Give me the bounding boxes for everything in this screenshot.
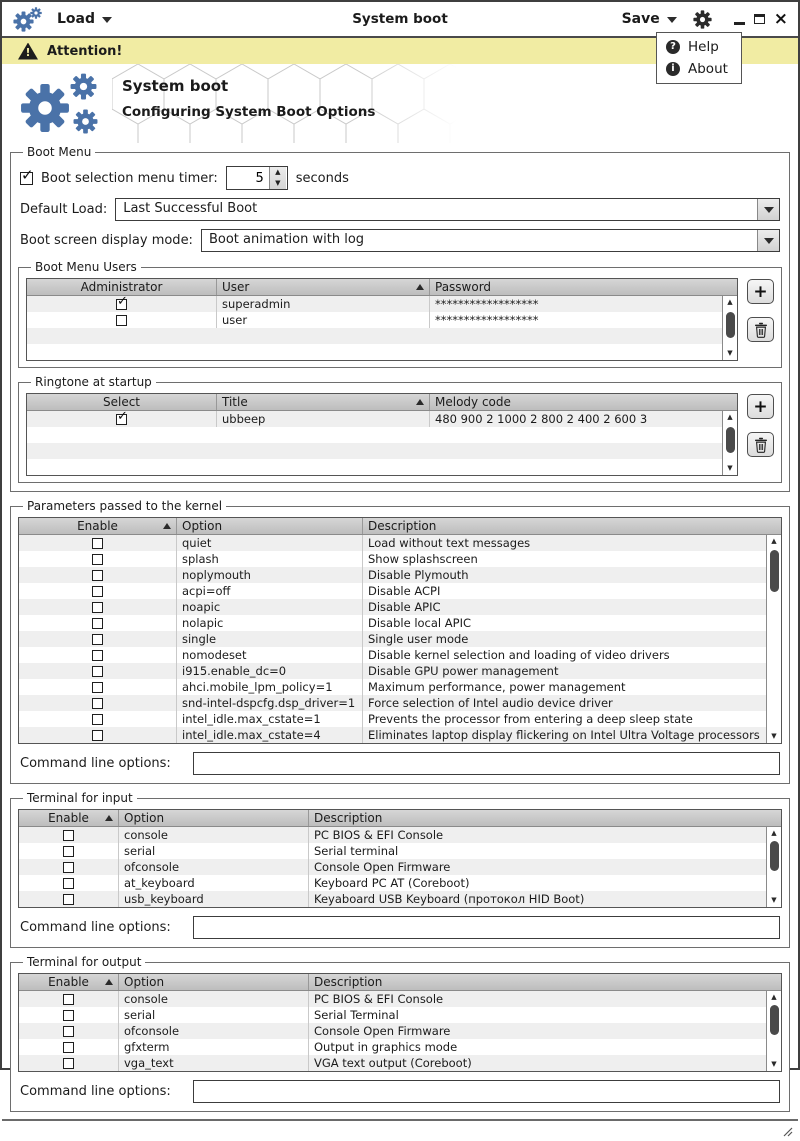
column-header-title[interactable]: Title — [217, 394, 430, 410]
sort-asc-icon — [105, 815, 113, 821]
column-header-description[interactable]: Description — [368, 519, 437, 533]
option-cell: quiet — [177, 535, 363, 551]
option-cell: snd-intel-dspcfg.dsp_driver=1 — [177, 695, 363, 711]
terminal-input-header — [19, 810, 781, 827]
enable-checkbox[interactable] — [63, 878, 74, 889]
description-cell: Keyaboard USB Keyboard (протокол HID Boot) — [314, 892, 585, 906]
administrator-checkbox[interactable] — [116, 299, 127, 310]
description-cell: Disable ACPI — [368, 584, 441, 598]
kernel-param-row[interactable] — [19, 679, 781, 695]
vertical-scrollbar[interactable] — [766, 991, 781, 1071]
spinner-buttons[interactable] — [269, 167, 286, 189]
combobox-arrow-button[interactable] — [757, 230, 779, 251]
user-cell: user — [217, 312, 430, 328]
question-circle-icon: ? — [666, 40, 680, 54]
sort-asc-icon — [416, 284, 424, 290]
column-header-option[interactable]: Option — [177, 518, 363, 534]
default-load-label: Default Load: — [20, 202, 108, 217]
kernel-cmdline-input[interactable] — [193, 752, 780, 775]
cmdline-label: Command line options: — [20, 756, 171, 771]
kernel-param-row[interactable] — [19, 727, 781, 743]
attention-text: Attention! — [47, 43, 123, 59]
enable-checkbox[interactable] — [63, 830, 74, 841]
enable-checkbox[interactable] — [92, 698, 103, 709]
terminal-output-row[interactable] — [19, 991, 781, 1007]
save-menu-button[interactable] — [622, 11, 677, 27]
description-cell: Keyboard PC AT (Coreboot) — [314, 876, 470, 890]
description-cell: PC BIOS & EFI Console — [314, 992, 444, 1006]
kernel-param-row[interactable] — [19, 711, 781, 727]
description-cell: Serial terminal — [314, 844, 399, 858]
column-header-description[interactable]: Description — [314, 811, 383, 825]
terminal-input-row[interactable] — [19, 843, 781, 859]
scrollbar-thumb[interactable] — [726, 312, 735, 338]
enable-checkbox[interactable] — [63, 1042, 74, 1053]
enable-checkbox[interactable] — [92, 554, 103, 565]
kernel-params-table — [18, 517, 782, 744]
terminal-input-legend: Terminal for input — [27, 791, 133, 805]
trash-icon — [754, 322, 768, 338]
column-header-enable[interactable]: Enable — [19, 518, 177, 534]
option-cell: nomodeset — [177, 647, 363, 663]
terminal-output-body — [19, 991, 781, 1071]
password-cell: ****************** — [435, 297, 539, 311]
scrollbar-thumb[interactable] — [726, 427, 735, 453]
melody-cell: 480 900 2 1000 2 800 2 400 2 600 3 — [435, 412, 648, 426]
terminal-output-row[interactable] — [19, 1023, 781, 1039]
ringtone-fieldset — [18, 375, 782, 483]
spinner-down-icon[interactable]: ▼ — [275, 179, 281, 187]
timer-checkbox[interactable] — [20, 172, 33, 185]
scrollbar-thumb[interactable] — [770, 550, 779, 592]
enable-checkbox[interactable] — [63, 894, 74, 905]
app-gears-icon — [12, 5, 44, 33]
option-cell: gfxterm — [119, 1039, 309, 1055]
enable-checkbox[interactable] — [92, 634, 103, 645]
option-cell: noapic — [177, 599, 363, 615]
timer-label: Boot selection menu timer: — [41, 170, 218, 186]
description-cell: Disable APIC — [368, 600, 441, 614]
terminal-input-table — [18, 809, 782, 908]
column-header-password[interactable]: Password — [435, 280, 492, 294]
add-user-button[interactable]: + — [747, 279, 774, 304]
description-cell: Maximum performance, power management — [368, 680, 626, 694]
description-cell: VGA text output (Coreboot) — [314, 1056, 472, 1070]
window-title: System boot — [352, 11, 448, 27]
scroll-up-icon[interactable]: ▲ — [727, 298, 733, 306]
kernel-table-header — [19, 518, 781, 535]
scroll-up-icon[interactable]: ▲ — [771, 993, 777, 1001]
description-cell: Eliminates laptop display flickering on Intel Ultra Voltage processors — [368, 728, 760, 742]
user-row[interactable] — [27, 312, 737, 328]
delete-user-button[interactable] — [747, 317, 774, 342]
enable-checkbox[interactable] — [92, 538, 103, 549]
option-cell: i915.enable_dc=0 — [177, 663, 363, 679]
enable-checkbox[interactable] — [92, 570, 103, 581]
settings-dropdown-menu — [656, 32, 742, 84]
enable-checkbox[interactable] — [63, 862, 74, 873]
terminal-output-table — [18, 973, 782, 1072]
description-cell: Force selection of Intel audio device driver — [368, 696, 613, 710]
terminal-output-row[interactable] — [19, 1039, 781, 1055]
info-circle-icon: i — [666, 62, 680, 76]
terminal-input-row[interactable] — [19, 891, 781, 907]
scrollbar-thumb[interactable] — [770, 1005, 779, 1035]
window-controls — [734, 9, 788, 29]
terminal-output-row[interactable] — [19, 1055, 781, 1071]
boot-menu-legend: Boot Menu — [27, 145, 92, 159]
terminal-output-legend: Terminal for output — [27, 955, 142, 969]
kernel-param-row[interactable] — [19, 599, 781, 615]
description-cell: Disable local APIC — [368, 616, 471, 630]
enable-checkbox[interactable] — [92, 650, 103, 661]
terminal-input-row[interactable] — [19, 875, 781, 891]
display-mode-value: Boot animation with log — [208, 232, 365, 247]
description-cell: Disable GPU power management — [368, 664, 559, 678]
column-header-user[interactable]: User — [217, 279, 430, 295]
terminal-input-cmdline-input[interactable] — [193, 916, 780, 939]
menu-item-help[interactable] — [657, 36, 741, 58]
display-mode-label: Boot screen display mode: — [20, 233, 193, 248]
page-title: System boot — [122, 77, 229, 95]
default-load-combobox[interactable] — [115, 198, 780, 221]
load-menu-label: Load — [57, 11, 96, 27]
description-cell: Disable Plymouth — [368, 568, 469, 582]
vertical-scrollbar[interactable] — [766, 827, 781, 907]
option-cell: ofconsole — [119, 859, 309, 875]
settings-gear-icon[interactable] — [693, 10, 712, 29]
chevron-down-icon — [764, 238, 774, 244]
description-cell: Prevents the processor from entering a deep sleep state — [368, 712, 693, 726]
kernel-param-row[interactable] — [19, 535, 781, 551]
option-cell: at_keyboard — [119, 875, 309, 891]
vertical-scrollbar[interactable] — [722, 411, 737, 475]
kernel-table-body — [19, 535, 781, 743]
cmdline-label: Command line options: — [20, 1084, 171, 1099]
users-table-header — [27, 279, 737, 296]
timer-value-input[interactable] — [227, 167, 269, 189]
ringtone-table-header — [27, 394, 737, 411]
chevron-down-icon — [102, 17, 112, 23]
ringtone-row[interactable] — [27, 411, 737, 427]
column-header-melody[interactable]: Melody code — [435, 395, 511, 409]
sort-asc-icon — [105, 979, 113, 985]
column-header-description[interactable]: Description — [314, 975, 383, 989]
chevron-down-icon — [764, 207, 774, 213]
password-cell: ****************** — [435, 313, 539, 327]
terminal-output-row[interactable] — [19, 1007, 781, 1023]
chevron-down-icon — [667, 17, 677, 23]
option-cell: usb_keyboard — [119, 891, 309, 907]
description-cell: Console Open Firmware — [314, 1024, 451, 1038]
enable-checkbox[interactable] — [63, 1010, 74, 1021]
user-row[interactable] — [27, 296, 737, 312]
option-cell: noplymouth — [177, 567, 363, 583]
kernel-params-legend: Parameters passed to the kernel — [27, 499, 223, 513]
kernel-param-row[interactable] — [19, 583, 781, 599]
option-cell: intel_idle.max_cstate=1 — [177, 711, 363, 727]
option-cell: console — [119, 991, 309, 1007]
boot-menu-users-legend: Boot Menu Users — [35, 260, 137, 274]
page-subtitle: Configuring System Boot Options — [122, 104, 376, 120]
user-cell: superadmin — [217, 296, 430, 312]
option-cell: vga_text — [119, 1055, 309, 1071]
delete-ringtone-button[interactable] — [747, 432, 774, 457]
kernel-param-row[interactable] — [19, 551, 781, 567]
save-menu-label: Save — [621, 11, 660, 27]
display-mode-combobox[interactable] — [201, 229, 780, 252]
kernel-param-row[interactable] — [19, 567, 781, 583]
terminal-input-body — [19, 827, 781, 907]
description-cell: Disable kernel selection and loading of video drivers — [368, 648, 670, 662]
description-cell: PC BIOS & EFI Console — [314, 828, 444, 842]
enable-checkbox[interactable] — [92, 618, 103, 629]
timer-unit-label: seconds — [295, 170, 349, 186]
enable-checkbox[interactable] — [92, 602, 103, 613]
app-gears-logo-icon — [18, 71, 112, 137]
option-cell: nolapic — [177, 615, 363, 631]
ringtone-table — [26, 393, 738, 476]
menu-item-label: Help — [688, 39, 719, 55]
option-cell: ofconsole — [119, 1023, 309, 1039]
description-cell: Load without text messages — [368, 536, 531, 550]
warning-triangle-icon — [18, 43, 38, 60]
terminal-output-cmdline-input[interactable] — [193, 1080, 780, 1103]
enable-checkbox[interactable] — [63, 994, 74, 1005]
description-cell: Console Open Firmware — [314, 860, 451, 874]
scroll-down-icon[interactable]: ▼ — [727, 349, 733, 357]
maximize-button[interactable] — [754, 14, 765, 24]
menu-item-about[interactable] — [657, 58, 741, 80]
description-cell: Show splashscreen — [368, 552, 478, 566]
column-header-select[interactable]: Select — [27, 394, 217, 410]
scroll-down-icon[interactable]: ▼ — [771, 1060, 777, 1068]
close-button[interactable]: × — [773, 9, 788, 29]
column-header-option[interactable]: Option — [119, 810, 309, 826]
vertical-scrollbar[interactable] — [766, 535, 781, 743]
title-cell: ubbeep — [217, 411, 430, 427]
cmdline-label: Command line options: — [20, 920, 171, 935]
default-load-value: Last Successful Boot — [123, 201, 258, 216]
enable-checkbox[interactable] — [92, 666, 103, 677]
scroll-down-icon[interactable]: ▼ — [771, 732, 777, 740]
option-cell: splash — [177, 551, 363, 567]
terminal-input-row[interactable] — [19, 859, 781, 875]
ringtone-table-body — [27, 411, 737, 475]
scroll-down-icon[interactable]: ▼ — [771, 896, 777, 904]
option-cell: serial — [119, 843, 309, 859]
scrollbar-thumb[interactable] — [770, 841, 779, 871]
enable-checkbox[interactable] — [63, 846, 74, 857]
resize-grip-icon[interactable] — [783, 1127, 793, 1137]
enable-checkbox[interactable] — [92, 586, 103, 597]
minimize-button[interactable] — [734, 22, 745, 25]
terminal-input-fieldset — [10, 791, 790, 948]
vertical-scrollbar[interactable] — [722, 296, 737, 360]
scroll-up-icon[interactable]: ▲ — [771, 829, 777, 837]
status-bar — [2, 1119, 798, 1141]
sort-asc-icon — [163, 523, 171, 529]
enable-checkbox[interactable] — [92, 730, 103, 741]
kernel-param-row[interactable] — [19, 647, 781, 663]
select-checkbox[interactable] — [116, 414, 127, 425]
add-ringtone-button[interactable]: + — [747, 394, 774, 419]
load-menu-button[interactable] — [57, 11, 112, 27]
kernel-param-row[interactable] — [19, 631, 781, 647]
scroll-up-icon[interactable]: ▲ — [727, 413, 733, 421]
option-cell: ahci.mobile_lpm_policy=1 — [177, 679, 363, 695]
combobox-arrow-button[interactable] — [757, 199, 779, 220]
enable-checkbox[interactable] — [92, 714, 103, 725]
terminal-output-header — [19, 974, 781, 991]
kernel-params-fieldset — [10, 499, 790, 784]
administrator-checkbox[interactable] — [116, 315, 127, 326]
ringtone-legend: Ringtone at startup — [35, 375, 152, 389]
enable-checkbox[interactable] — [92, 682, 103, 693]
users-table — [26, 278, 738, 361]
spinner-up-icon[interactable]: ▲ — [275, 168, 281, 176]
scroll-down-icon[interactable]: ▼ — [727, 464, 733, 472]
column-header-enable[interactable]: Enable — [19, 974, 119, 990]
enable-checkbox[interactable] — [63, 1026, 74, 1037]
column-header-option[interactable]: Option — [119, 974, 309, 990]
option-cell: single — [177, 631, 363, 647]
description-cell: Output in graphics mode — [314, 1040, 458, 1054]
kernel-param-row[interactable] — [19, 615, 781, 631]
boot-menu-users-fieldset — [18, 260, 782, 368]
terminal-input-row[interactable] — [19, 827, 781, 843]
boot-menu-fieldset — [10, 145, 790, 492]
column-header-administrator[interactable]: Administrator — [27, 279, 217, 295]
users-table-body — [27, 296, 737, 360]
option-cell: console — [119, 827, 309, 843]
sort-asc-icon — [416, 399, 424, 405]
description-cell: Serial Terminal — [314, 1008, 399, 1022]
option-cell: serial — [119, 1007, 309, 1023]
option-cell: acpi=off — [177, 583, 363, 599]
enable-checkbox[interactable] — [63, 1058, 74, 1069]
timer-spinner[interactable] — [226, 166, 288, 190]
terminal-output-fieldset — [10, 955, 790, 1112]
trash-icon — [754, 437, 768, 453]
scroll-up-icon[interactable]: ▲ — [771, 537, 777, 545]
option-cell: intel_idle.max_cstate=4 — [177, 727, 363, 743]
menu-item-label: About — [688, 61, 728, 77]
kernel-param-row[interactable] — [19, 695, 781, 711]
description-cell: Single user mode — [368, 632, 469, 646]
column-header-enable[interactable]: Enable — [19, 810, 119, 826]
kernel-param-row[interactable] — [19, 663, 781, 679]
